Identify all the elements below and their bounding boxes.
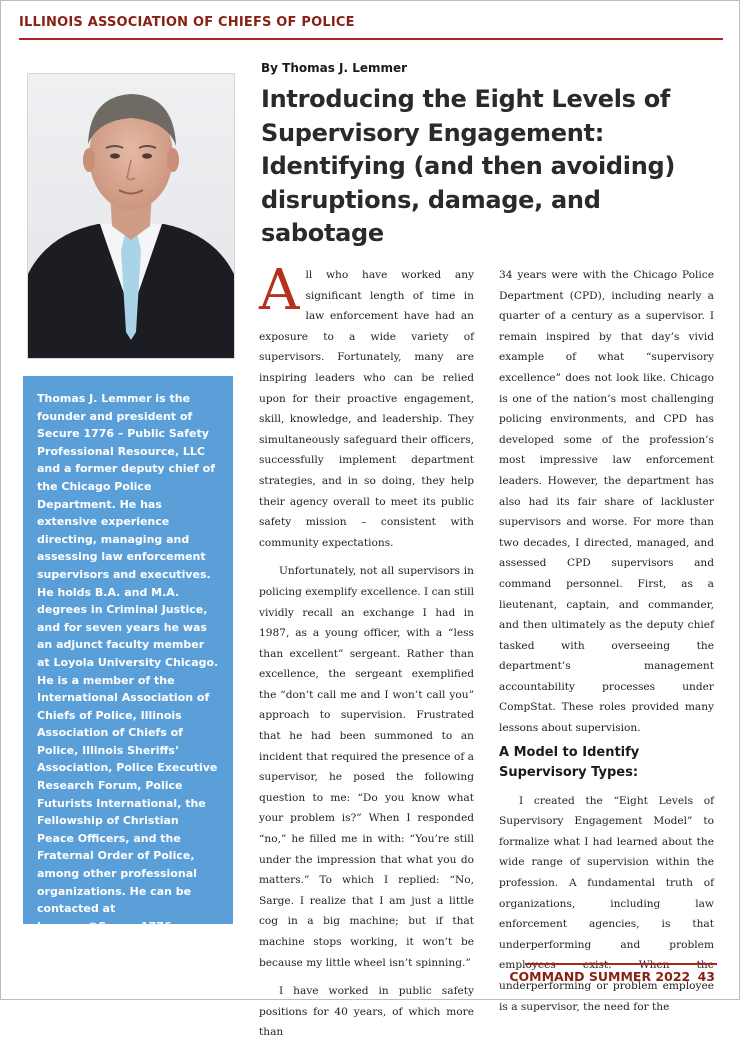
footer-divider	[525, 963, 717, 965]
header-divider	[19, 38, 723, 40]
article-title: Introducing the Eight Levels of Supervisory Engagement: Identifying (and then avoiding) disruptions, damage, and sabotage	[261, 85, 676, 247]
byline: By Thomas J. Lemmer	[261, 61, 408, 75]
section-subheading: A Model to Identify Supervisory Types:	[499, 744, 640, 780]
page-number: 43	[697, 969, 715, 984]
drop-cap: A	[259, 258, 300, 323]
paragraph-sergeant-story: Unfortunately, not all supervisors in policing exemplify excellence. I can still vividly recall an exchange I had in 1987, as a young officer, with a “less than excellent” sergeant. Rather than excellence, the sergeant exemplified the “don’t call me and I won’t call you” approach to supervision. Frustrated that he had been summoned to an incident that required the presence of a supervisor, he posed the following question to me: “Do you know what your problem is?” When I responded “no,” he filled me in with: “You’re still under the impression that what you do matters.” To which I replied: “No, Sarge. I realize that I am just a little cog in a big machine; but if that machine stops working, it won’t be because my little wheel isn’t spinning.”	[259, 565, 474, 969]
issue-label: COMMAND SUMMER 2022	[509, 969, 691, 984]
article-column-1	[259, 258, 474, 1043]
author-bio-box	[23, 376, 233, 933]
article-column-2	[499, 265, 714, 1017]
paragraph-intro-text: ll who have worked any significant length of time in law enforcement have had an exposure to a wide variety of supervisors. Fortunately, many are inspiring leaders who can be relied upon for their proactive engagement, skill, knowledge, and leadership. They simultaneously safeguard their officers, successfully implement department strategies, and in so doing, they help their agency overall to meet its public safety mission – consistent with community expectations.	[259, 269, 474, 549]
page-footer	[509, 969, 715, 984]
author-bio-text: Thomas J. Lemmer is the founder and president of Secure 1776 – Public Safety Professional Resource, LLC and a former deputy chief of the Chicago Police Department. He has extensive experience directing, managing and assessing law enforcement supervisors and executives. He holds B.A. and M.A. degrees in Criminal Justice, and for seven years he was an adjunct faculty member at Loyola University Chicago. He is a member of the International Association of Chiefs of Police, Illinois Association of Chiefs of Police, Illinois Sheriffs’ Association, Police Executive Research Forum, Police Futurists International, the Fellowship of Christian Peace Officers, and the Fraternal Order of Police, among other professional organizations. He can be contacted at Lemmer@Secure1776.us.	[37, 392, 219, 933]
author-photo	[27, 73, 235, 359]
paragraph-model: I created the “Eight Levels of Supervisory Engagement Model” to formalize what I had learned about the wide range of supervision within the profession. A fundamental truth of organizations, including law enforcement agencies, is that underperforming and problem employees exist. When the underperforming or problem employee is a supervisor, the need for the	[499, 794, 714, 1013]
paragraph-experience: I have worked in public safety positions for 40 years, of which more than	[259, 985, 474, 1039]
paragraph-intro	[259, 258, 474, 553]
paragraph-cpd-career: 34 years were with the Chicago Police Department (CPD), including nearly a quarter of a century as a supervisor. I remain inspired by that day’s vivid example of what “supervisory excellence” does not look like. Chicago is one of the nation’s most challenging policing environments, and CPD has developed some of the profession’s most impressive law enforcement leaders. However, the department has also had its fair share of lackluster supervisors and worse. For more than two decades, I directed, managed, and assessed CPD supervisors and command personnel. First, as a lieutenant, captain, and commander, and then ultimately as the deputy chief tasked with overseeing the department’s management accountability processes under CompStat. These roles provided many lessons about supervision.	[499, 269, 714, 735]
author-portrait-image	[28, 74, 234, 358]
publication-header: ILLINOIS ASSOCIATION OF CHIEFS OF POLICE	[19, 15, 355, 30]
